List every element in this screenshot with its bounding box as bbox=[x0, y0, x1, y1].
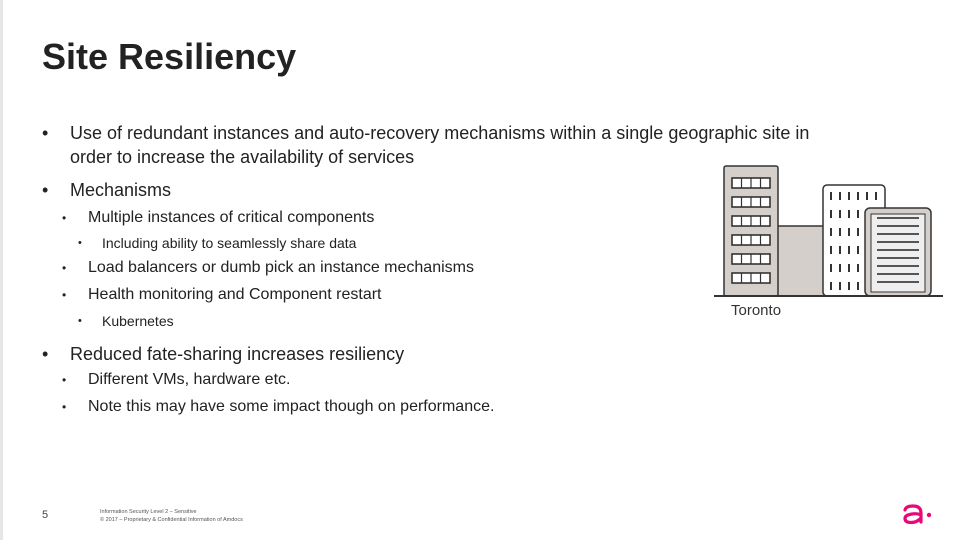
bullet-text: Mechanisms bbox=[70, 180, 172, 200]
bullet-glyph: • bbox=[62, 261, 67, 275]
bullet-text: Kubernetes bbox=[102, 313, 174, 329]
bullet-glyph: • bbox=[62, 400, 67, 414]
bullet-text: Different VMs, hardware etc. bbox=[88, 371, 291, 388]
tall-tower bbox=[724, 166, 778, 296]
bullet-glyph: • bbox=[42, 123, 49, 143]
bullet-glyph: • bbox=[42, 344, 49, 364]
bullet-text: Note this may have some impact though on performance. bbox=[88, 398, 495, 415]
bullet-glyph: • bbox=[78, 237, 82, 249]
footer-legal-text bbox=[100, 508, 243, 524]
bullet-redundant-instances-continued bbox=[70, 145, 414, 169]
bullet-text: Use of redundant instances and auto-recovery mechanisms within a single geographic site in bbox=[70, 123, 810, 143]
page-number: 5 bbox=[42, 509, 49, 521]
bullet-text: Health monitoring and Component restart bbox=[88, 286, 382, 303]
bullet-glyph: • bbox=[62, 373, 67, 387]
slide-title: Site Resiliency bbox=[42, 36, 297, 77]
bullet-text: Load balancers or dumb pick an instance mechanisms bbox=[88, 259, 474, 276]
site-label: Toronto bbox=[731, 302, 782, 319]
bullet-text: order to increase the availability of services bbox=[70, 147, 415, 167]
bullet-glyph: • bbox=[62, 288, 67, 302]
bullet-glyph: • bbox=[78, 315, 82, 327]
footer-legal-line: © 2017 – Proprietary & Confidential Information of Amdocs bbox=[100, 517, 243, 523]
bullet-text: Multiple instances of critical components bbox=[88, 209, 375, 226]
bullet-glyph: • bbox=[62, 211, 67, 225]
bullet-text: Reduced fate-sharing increases resiliency bbox=[70, 344, 405, 364]
bullet-glyph: • bbox=[42, 180, 49, 200]
amdocs-logo-icon bbox=[900, 502, 934, 526]
slide-edge-bar bbox=[0, 0, 3, 540]
footer-legal-line: Information Security Level 2 – Sensitive bbox=[100, 509, 197, 515]
bullet-text: Including ability to seamlessly share data bbox=[102, 235, 357, 251]
banded-building bbox=[865, 208, 931, 296]
